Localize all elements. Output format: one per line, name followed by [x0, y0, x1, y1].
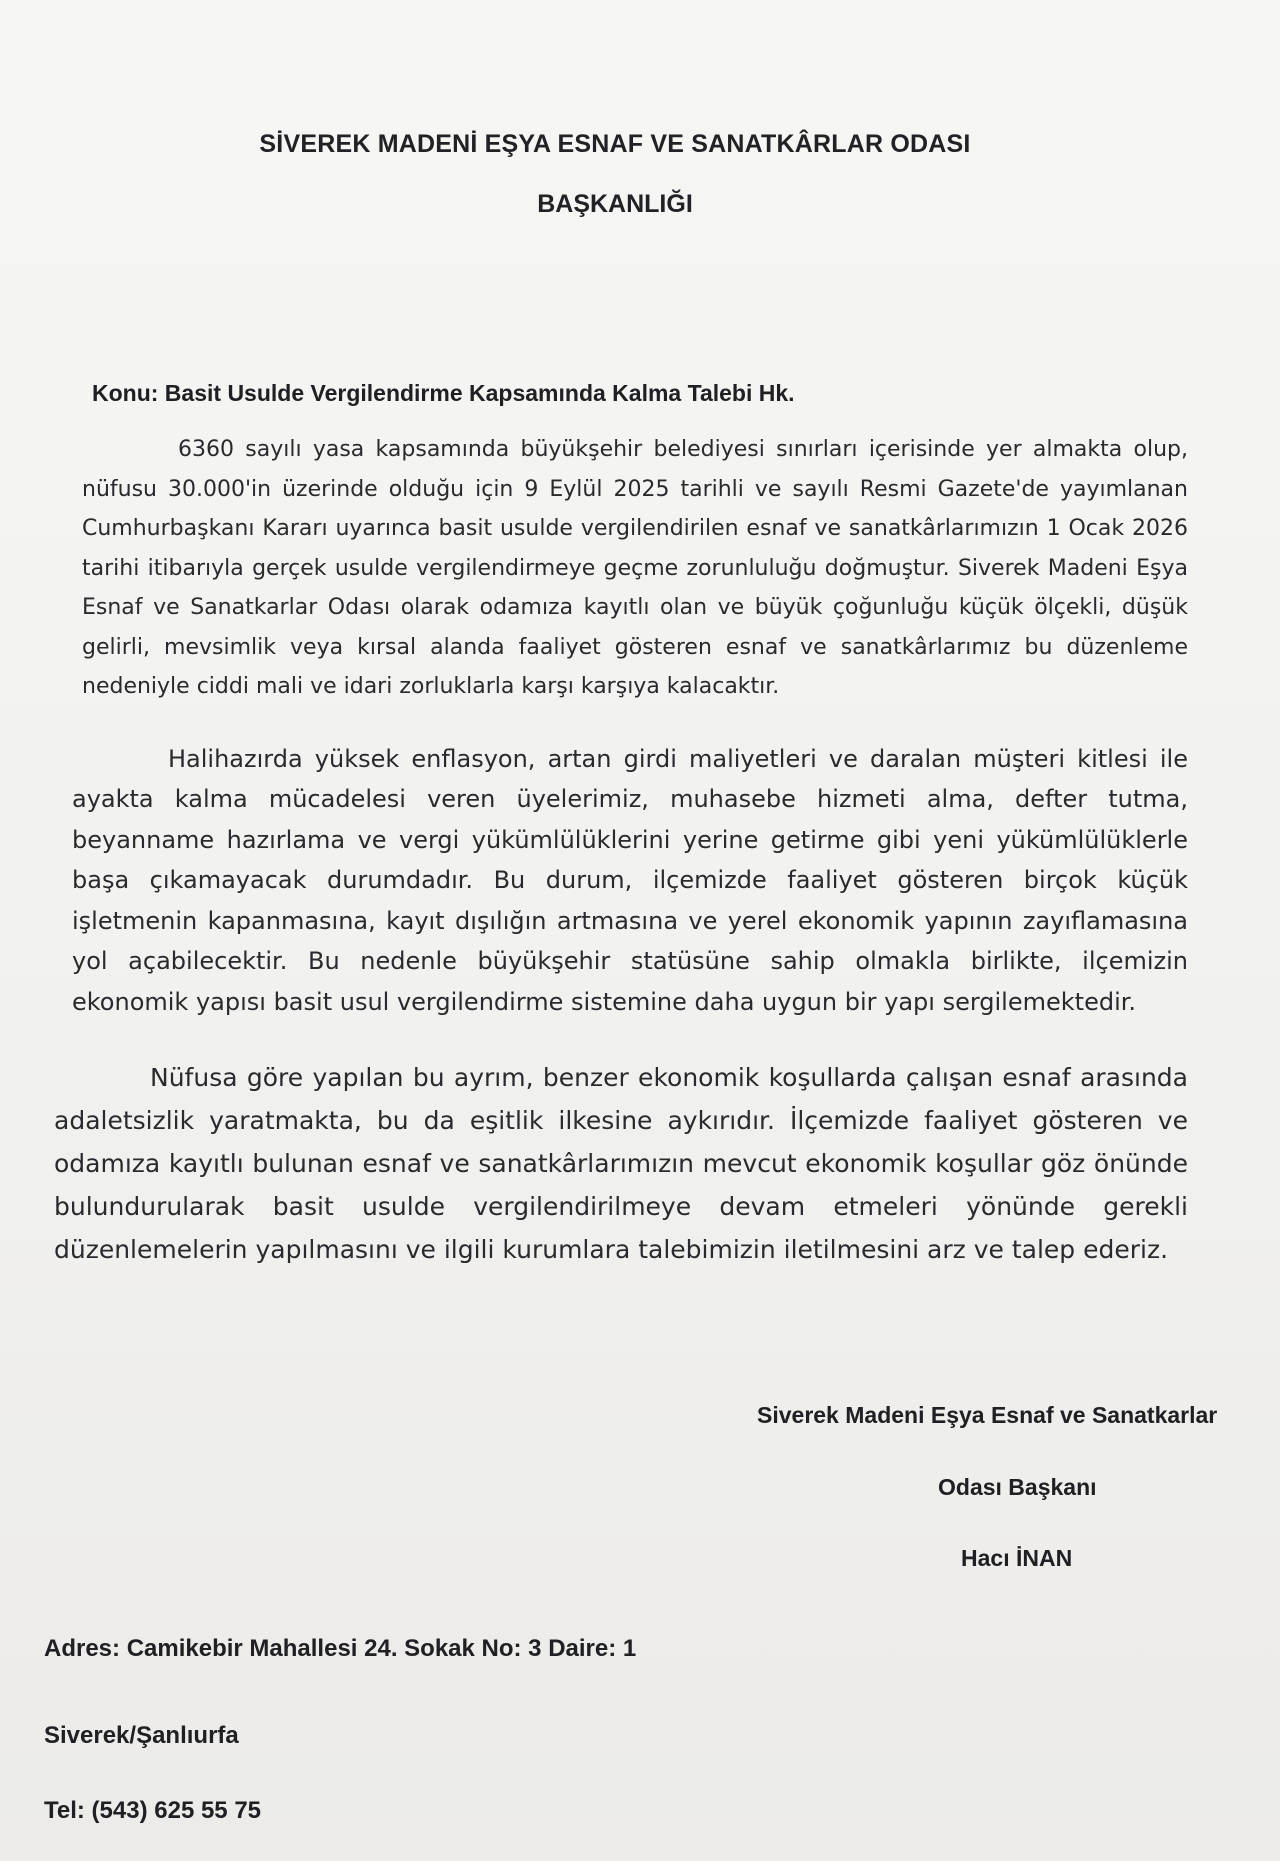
- department-title: BAŞKANLIĞI: [537, 190, 693, 218]
- paragraph-3: Nüfusa göre yapılan bu ayrım, benzer ekonomik koşullarda çalışan esnaf arasında adaletsizlik yaratmakta, bu da eşitlik ilkesine aykırıdır. İlçemizde faaliyet gösteren ve odamıza kayıtlı bulunan esnaf ve sanatkârlarımızın mevcut ekonomik koşullar göz önünde bulundurularak basit usulde vergilendirilmeye devam etmeleri yönünde gerekli düzenlemelerin yapılmasını ve ilgili kurumlara talebimizin iletilmesini arz ve talep ederiz.: [54, 1063, 1188, 1264]
- contact-phone: Tel: (543) 625 55 75: [44, 1797, 262, 1824]
- organization-title: SİVEREK MADENİ EŞYA ESNAF VE SANATKÂRLAR ODASI: [259, 130, 971, 158]
- paragraph-2: Halihazırda yüksek enflasyon, artan girdi maliyetleri ve daralan müşteri kitlesi ile ayakta kalma mücadelesi veren üyelerimiz, muhasebe hizmeti alma, defter tutma, beyanname hazırlama ve vergi yükümlülüklerini yerine getirme gibi yeni yükümlülüklerle başa çıkamayacak durumdadır. Bu durum, ilçemizde faaliyet gösteren birçok küçük işletmenin kapanmasına, kayıt dışılığın artmasına ve yerel ekonomik yapının zayıflamasına yol açabilecektir. Bu nedenle büyükşehir statüsüne sahip olmakla birlikte, ilçemizin ekonomik yapısı basit usul vergilendirme sistemine daha uygun bir yapı sergilemektedir.: [72, 744, 1188, 1016]
- contact-city: Siverek/Şanlıurfa: [44, 1722, 239, 1749]
- signature-organization: Siverek Madeni Eşya Esnaf ve Sanatkarlar: [757, 1402, 1218, 1428]
- paragraph-1: 6360 sayılı yasa kapsamında büyükşehir belediyesi sınırları içerisinde yer almakta olup, nüfusu 30.000'in üzerinde olduğu için 9 Eylül 2025 tarihli ve sayılı Resmi Gazete'de yayımlanan Cumhurbaşkanı Kararı uyarınca basit usulde vergilendirilen esnaf ve sanatkârlarımızın 1 Ocak 2026 tarihi itibarıyla gerçek usulde vergilendirmeye geçme zorunluluğu doğmuştur. Siverek Madeni Eşya Esnaf ve Sanatkarlar Odası olarak odamıza kayıtlı olan ve büyük çoğunluğu küçük ölçekli, düşük gelirli, mevsimlik veya kırsal alanda faaliyet gösteren esnaf ve sanatkârlarımız bu düzenleme nedeniyle ciddi mali ve idari zorluklarla karşı karşıya kalacaktır.: [82, 437, 1188, 699]
- letter-body: [54, 430, 1188, 1271]
- contact-address: Adres: Camikebir Mahallesi 24. Sokak No: 3 Daire: 1: [44, 1635, 637, 1662]
- subject-line: Konu: Basit Usulde Vergilendirme Kapsamında Kalma Talebi Hk.: [92, 380, 795, 406]
- signature-name: Hacı İNAN: [961, 1545, 1073, 1571]
- signature-title: Odası Başkanı: [938, 1474, 1097, 1500]
